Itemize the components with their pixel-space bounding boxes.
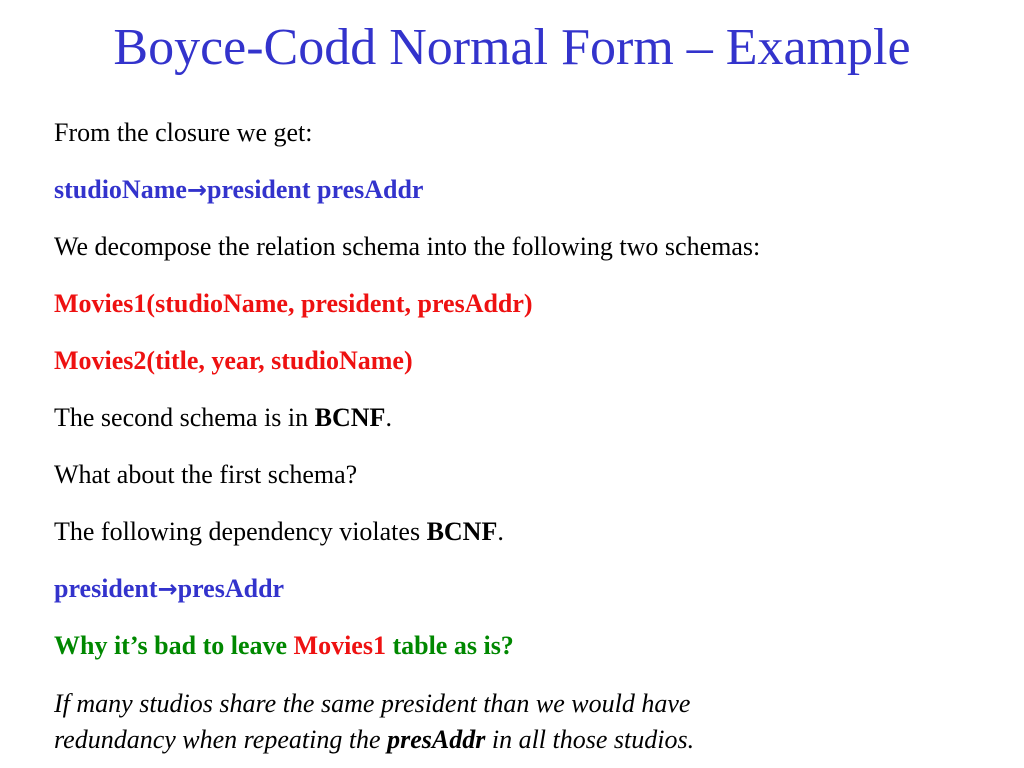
why-bad-question — [54, 629, 994, 663]
fd1-rhs: president presAddr — [207, 175, 424, 204]
right-arrow-icon: → — [157, 575, 178, 603]
presaddr-term: presAddr — [387, 725, 486, 754]
line8-after: . — [497, 517, 504, 546]
right-arrow-icon: → — [186, 176, 208, 204]
closure-intro: From the closure we get: — [54, 118, 313, 147]
second-schema-bcnf — [54, 401, 994, 435]
line8-before: The following dependency violates — [54, 517, 427, 546]
question-before: Why it’s bad to leave — [54, 631, 294, 660]
first-schema-question: What about the first schema? — [54, 460, 358, 489]
functional-dependency-1 — [54, 173, 994, 207]
functional-dependency-2 — [54, 572, 994, 606]
fd1-lhs: studioName — [54, 175, 187, 204]
answer-line-2-after: in all those studios. — [485, 725, 695, 754]
redundancy-answer — [54, 686, 994, 758]
slide-body — [54, 116, 994, 758]
decompose-text: We decompose the relation schema into the following two schemas: — [54, 232, 761, 261]
answer-line-2-before: redundancy when repeating the — [54, 725, 388, 754]
line6-before: The second schema is in — [54, 403, 315, 432]
fd2-lhs: president — [54, 574, 158, 603]
schema-movies2: Movies2(title, year, studioName) — [54, 346, 413, 375]
slide-title: Boyce-Codd Normal Form – Example — [113, 19, 911, 76]
question-table: Movies1 — [293, 631, 386, 660]
fd2-rhs: presAddr — [177, 574, 285, 603]
violation-text — [54, 515, 994, 549]
question-after: table as is? — [385, 631, 514, 660]
bcnf-term-2: BCNF — [426, 517, 498, 546]
bcnf-term: BCNF — [314, 403, 386, 432]
answer-line-1: If many studios share the same president than we would have — [54, 689, 691, 718]
schema-movies1: Movies1(studioName, president, presAddr) — [54, 289, 533, 318]
line6-after: . — [385, 403, 392, 432]
